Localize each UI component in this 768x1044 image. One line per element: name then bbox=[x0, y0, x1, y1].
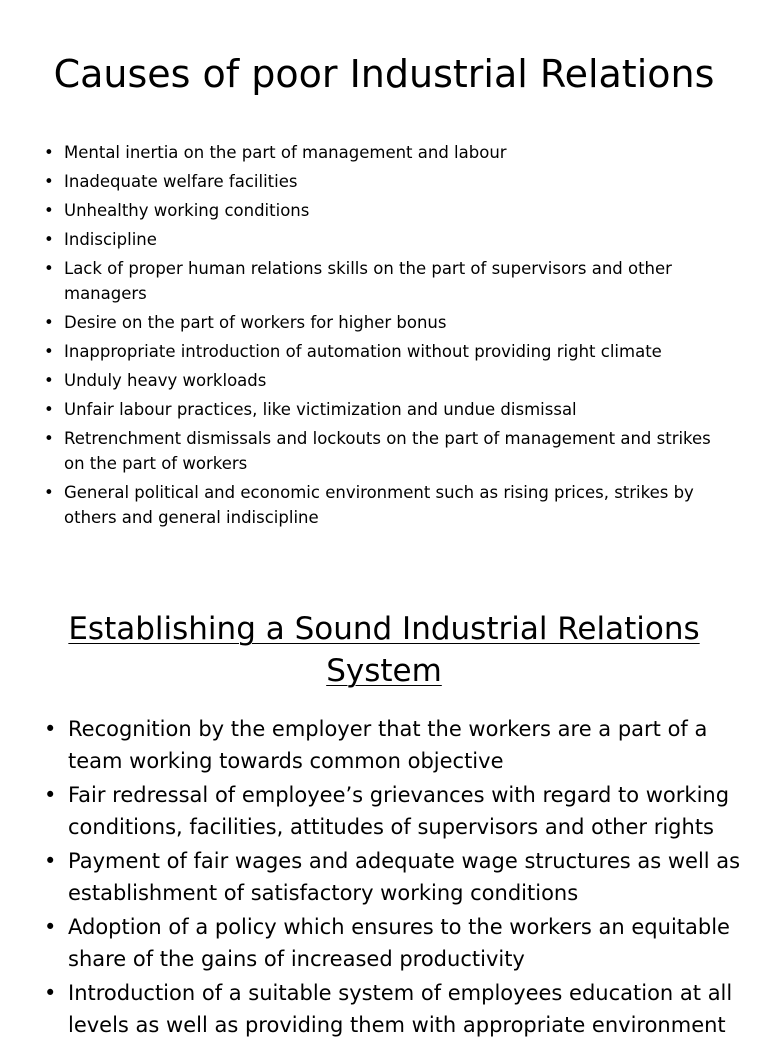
list-item-text: Introduction of a suitable system of employees education at all levels as well as providing them with appropriate environment bbox=[68, 981, 733, 1037]
list-item-text: Unfair labour practices, like victimization and undue dismissal bbox=[64, 400, 577, 419]
bullet-icon: • bbox=[44, 429, 54, 448]
list-item bbox=[44, 480, 734, 530]
bullet-icon: • bbox=[44, 400, 54, 419]
list-item-text: Unhealthy working conditions bbox=[64, 201, 310, 220]
list-item-text: Unduly heavy workloads bbox=[64, 371, 267, 390]
list-item bbox=[44, 426, 734, 476]
list-item bbox=[44, 339, 734, 364]
list-item bbox=[44, 169, 734, 194]
bullet-icon: • bbox=[44, 981, 57, 1005]
list-item-text: Payment of fair wages and adequate wage structures as well as establishment of satisfactory working conditions bbox=[68, 849, 741, 905]
bullet-icon: • bbox=[44, 371, 54, 390]
bullet-icon: • bbox=[44, 717, 57, 741]
list-item bbox=[44, 714, 744, 777]
list-item bbox=[44, 978, 744, 1041]
causes-bullet-list bbox=[44, 140, 734, 534]
slide-title: Establishing a Sound Industrial Relations System bbox=[68, 611, 700, 689]
list-item-text: Recognition by the employer that the workers are a part of a team working towards common objective bbox=[68, 717, 708, 773]
bullet-icon: • bbox=[44, 483, 54, 502]
bullet-icon: • bbox=[44, 849, 57, 873]
slide-sound-industrial-relations-system bbox=[0, 560, 768, 1037]
bullet-icon: • bbox=[44, 172, 54, 191]
list-item bbox=[44, 256, 734, 306]
bullet-icon: • bbox=[44, 230, 54, 249]
list-item bbox=[44, 780, 744, 843]
list-item-text: Inappropriate introduction of automation without providing right climate bbox=[64, 342, 662, 361]
bullet-icon: • bbox=[44, 201, 54, 220]
bullet-icon: • bbox=[44, 143, 54, 162]
list-item bbox=[44, 198, 734, 223]
list-item-text: Desire on the part of workers for higher bonus bbox=[64, 313, 447, 332]
list-item bbox=[44, 368, 734, 393]
list-item-text: Mental inertia on the part of management and labour bbox=[64, 143, 507, 162]
list-item-text: General political and economic environment such as rising prices, strikes by others and general indiscipline bbox=[64, 483, 694, 527]
list-item-text: Fair redressal of employee’s grievances with regard to working conditions, facilities, attitudes of supervisors and other rights bbox=[68, 783, 730, 839]
bullet-icon: • bbox=[44, 915, 57, 939]
list-item-text: Inadequate welfare facilities bbox=[64, 172, 298, 191]
list-item-text: Adoption of a policy which ensures to the workers an equitable share of the gains of increased productivity bbox=[68, 915, 730, 971]
list-item bbox=[44, 140, 734, 165]
list-item-text: Lack of proper human relations skills on the part of supervisors and other managers bbox=[64, 259, 672, 303]
bullet-icon: • bbox=[44, 783, 57, 807]
measures-bullet-list bbox=[44, 714, 744, 1044]
list-item-text: Retrenchment dismissals and lockouts on the part of management and strikes on the part of workers bbox=[64, 429, 711, 473]
bullet-icon: • bbox=[44, 259, 54, 278]
bullet-icon: • bbox=[44, 342, 54, 361]
list-item bbox=[44, 912, 744, 975]
slide-title: Causes of poor Industrial Relations bbox=[53, 52, 715, 96]
list-item bbox=[44, 310, 734, 335]
list-item bbox=[44, 397, 734, 422]
list-item-text: Indiscipline bbox=[64, 230, 157, 249]
bullet-icon: • bbox=[44, 313, 54, 332]
list-item bbox=[44, 227, 734, 252]
list-item bbox=[44, 846, 744, 909]
